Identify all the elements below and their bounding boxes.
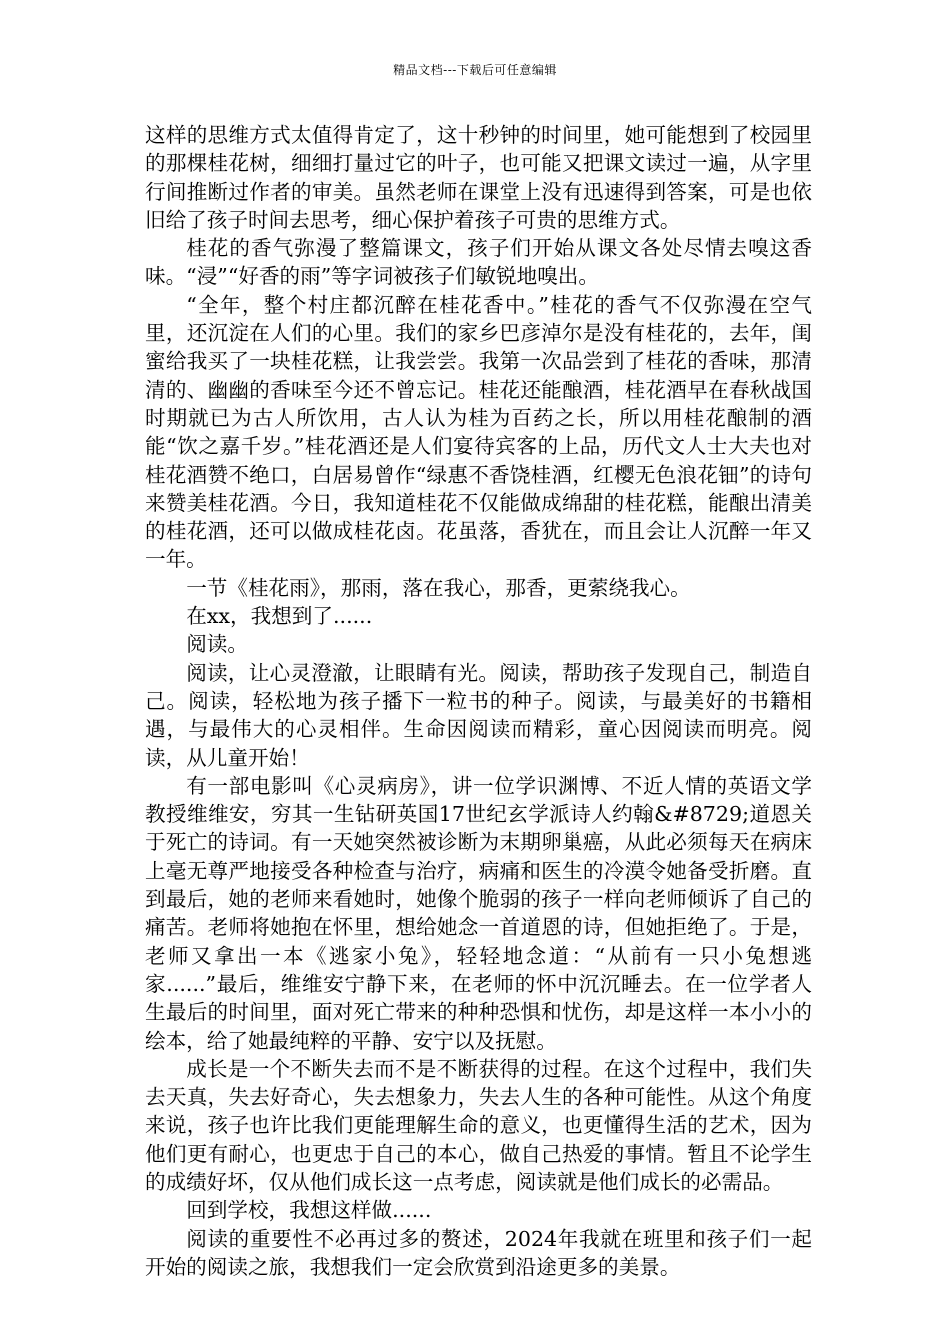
body-paragraph: 有一部电影叫《心灵病房》，讲一位学识渊博、不近人情的英语文学教授维维安，穷其一生钻研英国17世纪玄学派诗人约翰&#8729;道恩关于死亡的诗词。有一天她突然被诊断为末期卵巢癌，从此必须每天在病床上毫无尊严地接受各种检查与治疗，病痛和医生的冷漠令她备受折磨。直到最后，她的老师来看她时，她像个脆弱的孩子一样向老师倾诉了自己的痛苦。老师将她抱在怀里，想给她念一首道恩的诗，但她拒绝了。于是，老师又拿出一本《逃家小兔》，轻轻地念道：“从前有一只小兔想逃家......”最后，维维安宁静下来，在老师的怀中沉沉睡去。在一位学者人生最后的时间里，面对死亡带来的种种恐惧和忧伤，却是这样一本小小的绘本，给了她最纯粹的平静、安宁以及抚慰。 bbox=[145, 773, 812, 1053]
body-paragraph: 阅读，让心灵澄澈，让眼睛有光。阅读，帮助孩子发现自己，制造自己。阅读，轻松地为孩子播下一粒书的种子。阅读，与最美好的书籍相遇，与最伟大的心灵相伴。生命因阅读而精彩，童心因阅读而明亮。阅读，从儿童开始！ bbox=[145, 660, 812, 770]
body-paragraph: 桂花的香气弥漫了整篇课文，孩子们开始从课文各处尽情去嗅这香味。“浸”“好香的雨”等字词被孩子们敏锐地嗅出。 bbox=[145, 236, 812, 289]
body-paragraph: 在xx，我想到了...... bbox=[186, 604, 373, 629]
body-paragraph: 回到学校，我想这样做...... bbox=[186, 1198, 432, 1223]
document-body bbox=[145, 121, 812, 1281]
body-paragraph: 这样的思维方式太值得肯定了，这十秒钟的时间里，她可能想到了校园里的那棵桂花树，细细打量过它的叶子，也可能又把课文读过一遍，从字里行间推断过作者的审美。虽然老师在课堂上没有迅速得到答案，可是也依旧给了孩子时间去思考，细心保护着孩子可贵的思维方式。 bbox=[145, 123, 812, 232]
body-paragraph: 阅读的重要性不必再过多的赘述，2024年我就在班里和孩子们一起开始的阅读之旅，我想我们一定会欣赏到沿途更多的美景。 bbox=[145, 1226, 812, 1279]
page-header: 精品文档---下载后可任意编辑 bbox=[393, 63, 557, 77]
body-paragraph: 成长是一个不断失去而不是不断获得的过程。在这个过程中，我们失去天真，失去好奇心，失去想象力，失去人生的各种可能性。从这个角度来说，孩子也许比我们更能理解生命的意义，也更懂得生活的艺术，因为他们更有耐心，也更忠于自己的本心，做自己热爱的事情。暂且不论学生的成绩好坏，仅从他们成长这一点考虑，阅读就是他们成长的必需品。 bbox=[145, 1056, 812, 1194]
body-paragraph: 一节《桂花雨》，那雨，落在我心，那香，更萦绕我心。 bbox=[186, 575, 691, 600]
body-paragraph: “全年，整个村庄都沉醉在桂花香中。”桂花的香气不仅弥漫在空气里，还沉淀在人们的心里。我们的家乡巴彦淖尔是没有桂花的，去年，闺蜜给我买了一块桂花糕，让我尝尝。我第一次品尝到了桂花的香味，那清清的、幽幽的香味至今还不曾忘记。桂花还能酿酒，桂花酒早在春秋战国时期就已为古人所饮用，古人认为桂为百药之长，所以用桂花酿制的酒能“饮之嘉千岁。”桂花酒还是人们宴待宾客的上品，历代文人士大夫也对桂花酒赞不绝口，白居易曾作“绿惠不香饶桂酒，红樱无色浪花钿”的诗句来赞美桂花酒。今日，我知道桂花不仅能做成绵甜的桂花糕，能酿出清美的桂花酒，还可以做成桂花卤。花虽落，香犹在，而且会让人沉醉一年又一年。 bbox=[145, 292, 812, 572]
body-paragraph: 阅读。 bbox=[186, 632, 248, 657]
